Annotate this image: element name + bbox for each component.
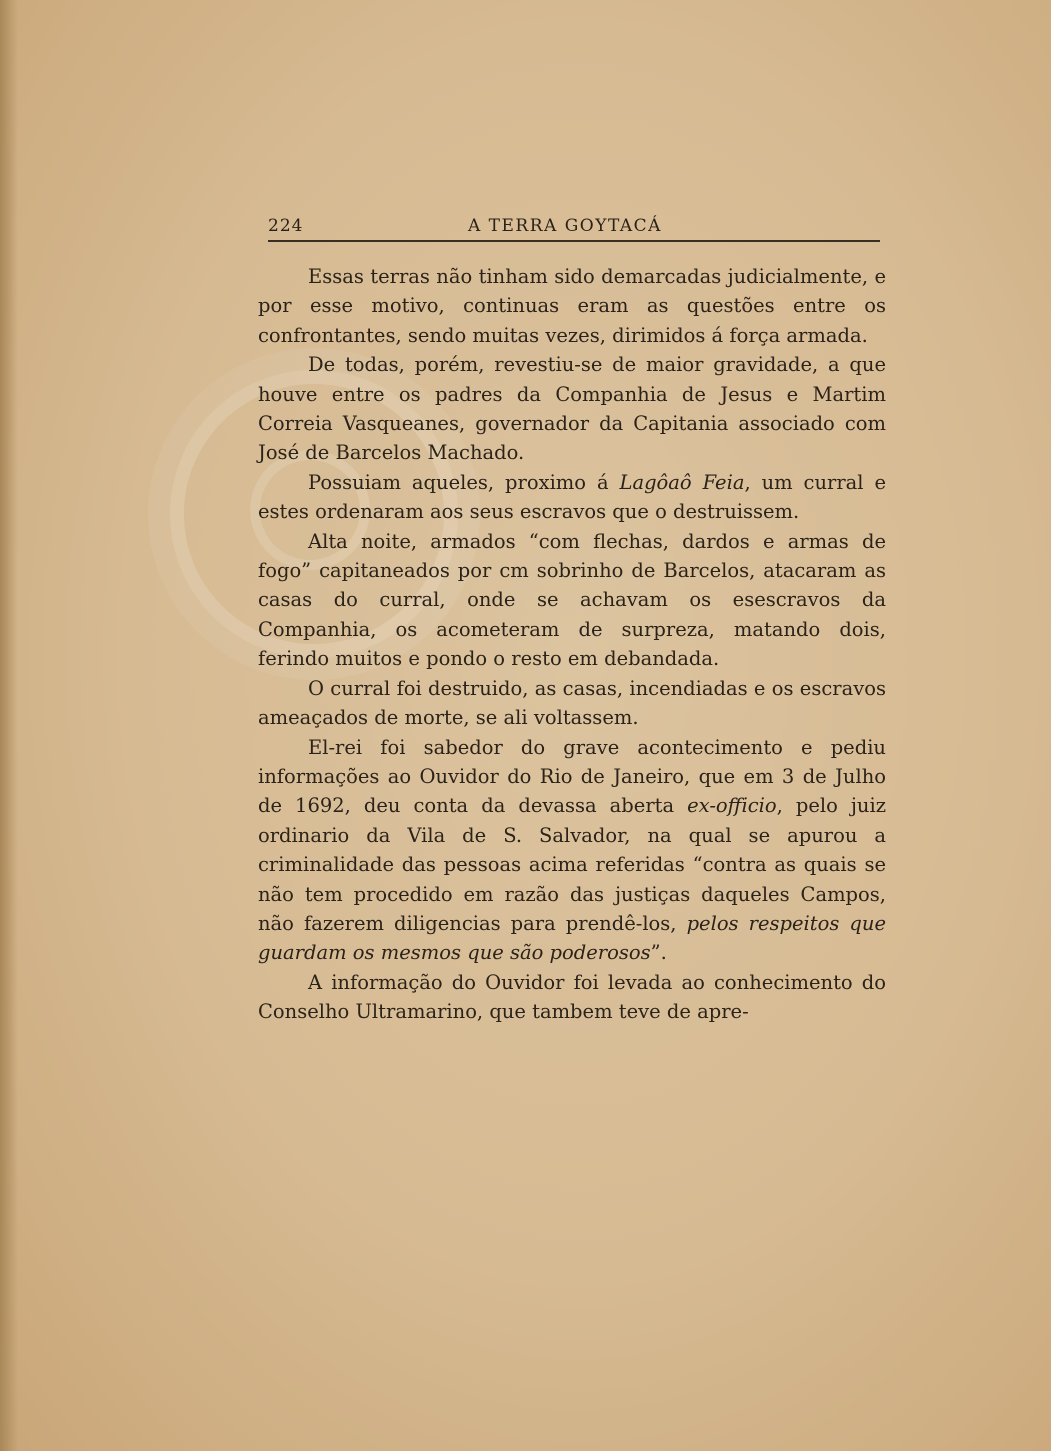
paragraph-6-part-1: El-rei foi sabedor do grave acontecimento e pediu informações ao Ouvidor do Rio de Janeiro, que em 3 de Julho de 1692, deu conta da devassa aberta (258, 735, 886, 818)
paragraph-3 (258, 468, 886, 527)
quote-italic: pelos respeitos que guardam os mesmos que são poderosos (258, 911, 886, 965)
paragraph-6-part-2: , pelo juiz ordinario da Vila de S. Salvador, na qual se apurou a criminalidade das pessoas acima referidas “contra as quais se não tem procedido em razão das justiças daqueles Campos, não fazerem diligencias para prendê-los, (258, 794, 886, 935)
page-number: 224 (268, 216, 304, 236)
body-text (258, 262, 886, 1027)
header-rule (268, 240, 880, 242)
place-name-italic: Lagôaô Feia (619, 470, 745, 494)
paragraph-2: De todas, porém, revestiu-se de maior gravidade, a que houve entre os padres da Companhia de Jesus e Martim Correia Vasqueanes, governador da Capitania associado com José de Barcelos Machado. (258, 353, 886, 465)
paragraph-4: Alta noite, armados “com flechas, dardos e armas de fogo” capitaneados por cm sobrinho de Barcelos, atacaram as casas do curral, onde se achavam os esescravos da Companhia, os acometeram de surpreza, matando dois, ferindo muitos e pondo o resto em debandada. (258, 529, 886, 671)
running-title: A TERRA GOYTACÁ (468, 216, 662, 236)
paragraph-1: Essas terras não tinham sido demarcadas judicialmente, e por esse motivo, continuas eram as questões entre os confrontantes, sendo muitas vezes, dirimidos á força armada. (258, 265, 886, 347)
page-edge-shadow (0, 0, 18, 1451)
paragraph-5: O curral foi destruido, as casas, incendiadas e os escravos ameaçados de morte, se ali voltassem. (258, 676, 886, 730)
paragraph-3-part-1: Possuiam aqueles, proximo á (308, 470, 620, 494)
running-header (268, 212, 880, 246)
paragraph-6 (258, 733, 886, 968)
paragraph-3-part-2: , um curral e estes ordenaram aos seus escravos que o destruissem. (258, 470, 886, 524)
paragraph-7: A informação do Ouvidor foi levada ao conhecimento do Conselho Ultramarino, que tambem teve de apre- (258, 970, 886, 1024)
paragraph-6-part-3: ”. (650, 941, 667, 965)
ex-officio-italic: ex-officio (687, 794, 777, 818)
